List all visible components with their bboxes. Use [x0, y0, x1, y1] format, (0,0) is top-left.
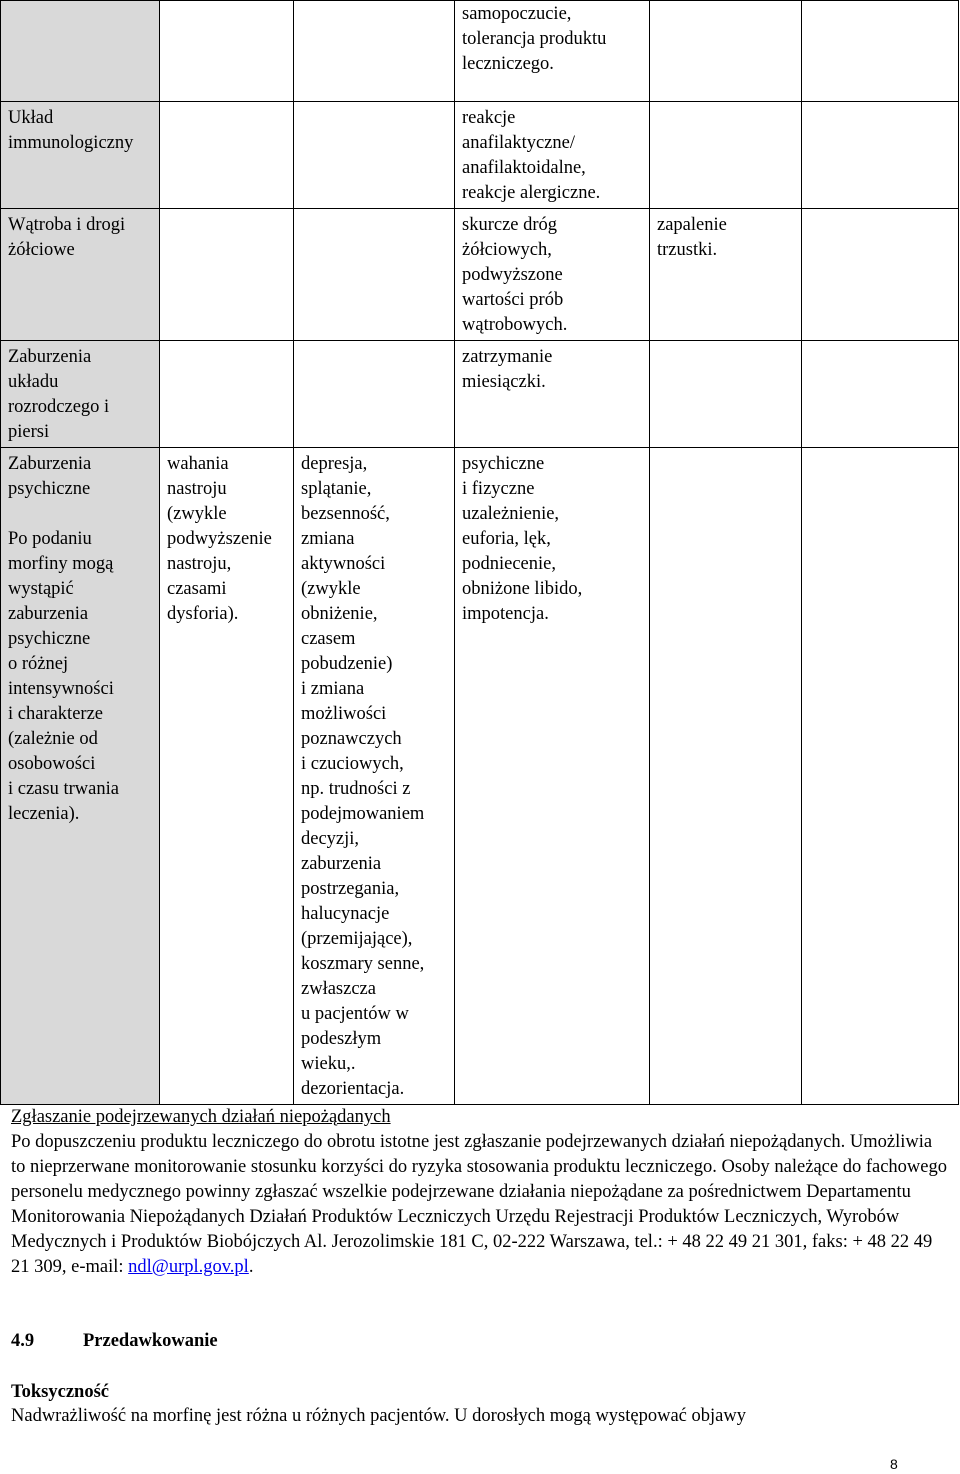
- frequency-cell: [802, 448, 959, 1105]
- cell-text: zatrzymanie miesiączki.: [462, 347, 553, 392]
- table-row: [1, 209, 959, 341]
- cell-text: wahania nastroju (zwykle podwyższenie nastroju, czasami dysforia).: [167, 454, 272, 624]
- soc-cell: [1, 448, 160, 1105]
- section-heading: [11, 1329, 218, 1354]
- soc-cell: [1, 1, 160, 102]
- soc-cell: [1, 102, 160, 209]
- cell-text: zapalenie trzustki.: [657, 215, 727, 260]
- table-row: [1, 102, 959, 209]
- page-number: 8: [890, 1456, 898, 1472]
- frequency-cell: [294, 1, 455, 102]
- frequency-cell: [455, 209, 650, 341]
- frequency-cell: [160, 209, 294, 341]
- cell-text: skurcze dróg żółciowych, podwyższone wartości prób wątrobowych.: [462, 215, 568, 335]
- reporting-body: Po dopuszczeniu produktu leczniczego do obrotu istotne jest zgłaszanie podejrzewanych działań niepożądanych. Umożliwia to nieprzerwane monitorowanie stosunku korzyści do ryzyka stosowania produktu leczniczego. Osoby należące do fachowego personelu medycznego powinny zgłaszać wszelkie podejrzewane działania niepożądane za pośrednictwem Departamentu Monitorowania Niepożądanych Działań Produktów Leczniczych Urzędu Rejestracji Produktów Leczniczych, Wyrobów Medycznych i Produktów Biobójczych Al. Jerozolimskie 181 C, 02-222 Warszawa, tel.: + 48 22 49 21 301, faks: + 48 22 49 21 309, e-mail:: [11, 1132, 947, 1277]
- table-row: [1, 1, 959, 102]
- frequency-cell: [802, 1, 959, 102]
- frequency-cell: [160, 341, 294, 448]
- soc-cell: [1, 341, 160, 448]
- cell-text: reakcje anafilaktyczne/ anafilaktoidalne, reakcje alergiczne.: [462, 108, 601, 203]
- frequency-cell: [650, 102, 802, 209]
- reporting-paragraph: [11, 1130, 951, 1280]
- soc-cell: [1, 209, 160, 341]
- frequency-cell: [455, 341, 650, 448]
- reporting-heading: Zgłaszanie podejrzewanych działań niepożądanych: [11, 1107, 391, 1127]
- frequency-cell: [294, 448, 455, 1105]
- frequency-cell: [455, 448, 650, 1105]
- cell-text: Wątroba i drogi żółciowe: [8, 215, 126, 260]
- section-title: Przedawkowanie: [83, 1331, 218, 1351]
- frequency-cell: [802, 341, 959, 448]
- section-number: 4.9: [11, 1331, 35, 1351]
- cell-text: Zaburzenia układu rozrodczego i piersi: [8, 347, 110, 442]
- frequency-cell: [802, 209, 959, 341]
- adverse-reaction-reporting: [11, 1105, 951, 1280]
- email-link[interactable]: ndl@urpl.gov.pl: [128, 1257, 249, 1277]
- frequency-cell: [455, 102, 650, 209]
- frequency-cell: [802, 102, 959, 209]
- reporting-trailing: .: [248, 1257, 254, 1277]
- toxicity-heading: Toksyczność: [11, 1382, 110, 1402]
- frequency-cell: [455, 1, 650, 102]
- frequency-cell: [294, 209, 455, 341]
- frequency-cell: [294, 341, 455, 448]
- frequency-cell: [650, 341, 802, 448]
- frequency-cell: [650, 209, 802, 341]
- frequency-cell: [160, 448, 294, 1105]
- frequency-cell: [650, 448, 802, 1105]
- frequency-cell: [160, 102, 294, 209]
- cell-text: depresja, splątanie, bezsenność, zmiana aktywności (zwykle obniżenie, czasem pobudzenie) i zmiana możliwości poznawczych i czuciowych, np. trudności z podejmowaniem decyzji, zaburzenia postrzegania, halucynacje (przemijające), koszmary senne, zwłaszcza u pacjentów w podeszłym wieku,. dezorientacja.: [301, 454, 425, 1099]
- cell-text: Zaburzenia psychiczne Po podaniu morfiny mogą wystąpić zaburzenia psychiczne o różnej intensywności i charakterze (zależnie od osobowości i czasu trwania leczenia).: [8, 454, 119, 824]
- cell-text: samopoczucie, tolerancja produktu leczniczego.: [462, 4, 607, 74]
- table-row: [1, 341, 959, 448]
- toxicity-paragraph: Nadwrażliwość na morfinę jest różna u różnych pacjentów. U dorosłych mogą występować objawy: [11, 1406, 746, 1426]
- cell-text: Układ immunologiczny: [8, 108, 134, 153]
- cell-text: psychiczne i fizyczne uzależnienie, euforia, lęk, podniecenie, obniżone libido, impotencja.: [462, 454, 583, 624]
- frequency-cell: [160, 1, 294, 102]
- frequency-cell: [294, 102, 455, 209]
- frequency-cell: [650, 1, 802, 102]
- table-row: [1, 448, 959, 1105]
